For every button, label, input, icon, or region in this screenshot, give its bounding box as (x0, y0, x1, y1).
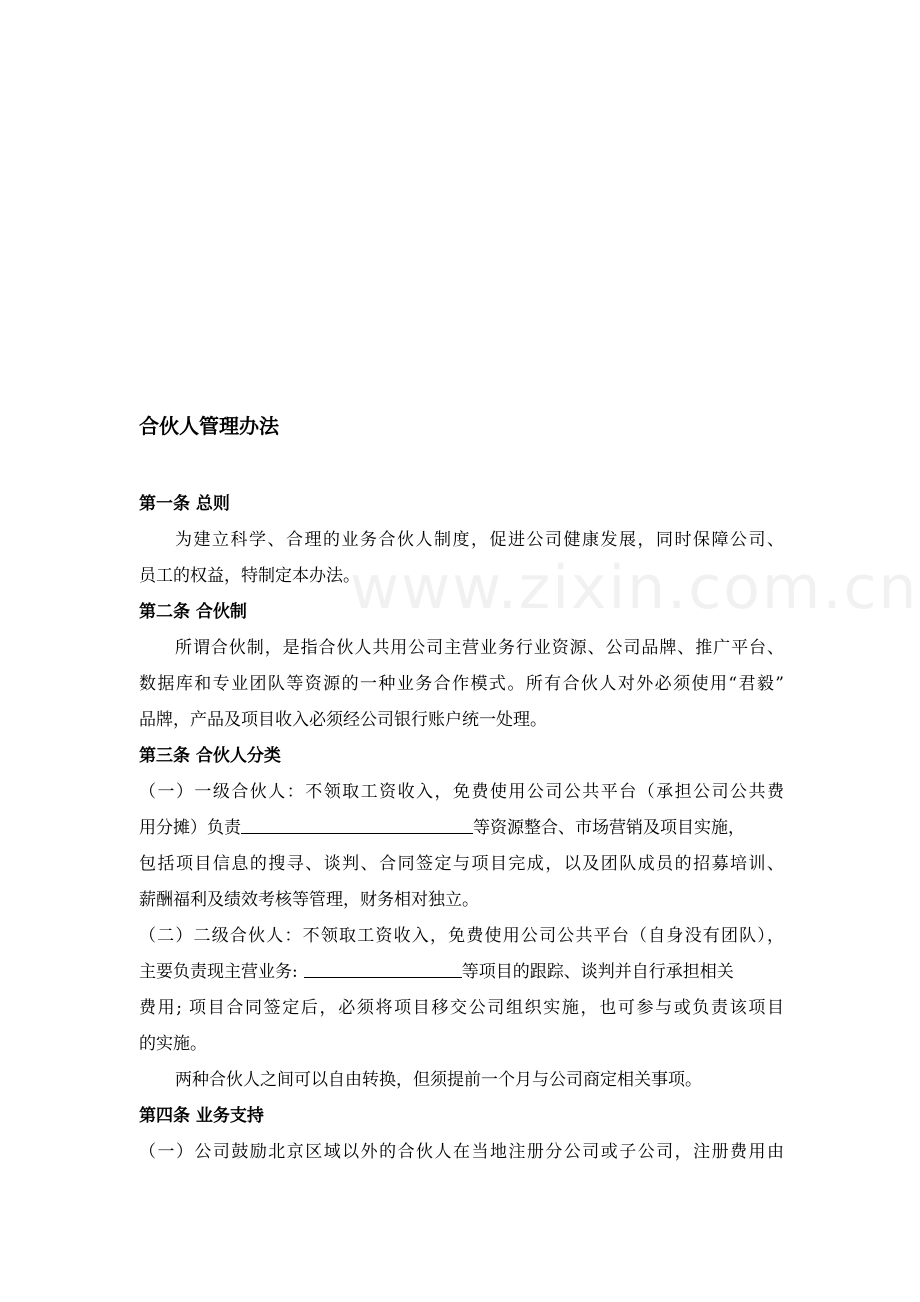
paragraph-line: （二）二级合伙人：不领取工资收入，免费使用公司公共平台（自身没有团队）， (139, 926, 784, 946)
paragraph-line-with-blank (139, 810, 784, 846)
paragraph-line: 包括项目信息的搜寻、谈判、合同签定与项目完成，以及团队成员的招募培训、 (139, 854, 784, 874)
blank-line-prefix: 主要负责现主营业务: (139, 962, 298, 982)
blank-line-suffix: 等项目的跟踪、谈判并自行承担相关 (461, 962, 734, 982)
blank-line-suffix: 等资源整合、市场营销及项目实施， (473, 818, 745, 838)
blank-line-prefix: 用分摊）负责 (139, 818, 241, 838)
document-title: 合伙人管理办法 (139, 414, 279, 438)
paragraph-line: 所谓合伙制，是指合伙人共用公司主营业务行业资源、公司品牌、推广平台、 (175, 638, 784, 658)
paragraph-line-with-blank (139, 954, 784, 990)
article-4-heading: 第四条 业务支持 (139, 1106, 264, 1126)
document-body (139, 486, 784, 1170)
paragraph-line: 员工的权益，特制定本办法。 (139, 566, 360, 586)
fill-in-blank[interactable] (304, 961, 462, 978)
paragraph-line: 费用; 项目合同签定后，必须将项目移交公司组织实施，也可参与或负责该项目 (139, 998, 784, 1018)
paragraph-line: 数据库和专业团队等资源的一种业务合作模式。所有合伙人对外必须使用“君毅” (139, 674, 784, 694)
article-3-heading: 第三条 合伙人分类 (139, 746, 281, 766)
fill-in-blank[interactable] (241, 817, 473, 834)
paragraph-line: （一）一级合伙人：不领取工资收入，免费使用公司公共平台（承担公司公共费 (139, 782, 784, 802)
paragraph-line: 品牌，产品及项目收入必须经公司银行账户统一处理。 (139, 710, 547, 730)
article-2-heading: 第二条 合伙制 (139, 602, 247, 622)
paragraph-line: （一）公司鼓励北京区域以外的合伙人在当地注册分公司或子公司，注册费用由 (139, 1142, 784, 1162)
article-1-heading: 第一条 总则 (139, 494, 230, 514)
paragraph-line: 的实施。 (139, 1034, 207, 1054)
paragraph-line: 为建立科学、合理的业务合伙人制度，促进公司健康发展，同时保障公司、 (175, 530, 784, 550)
paragraph-line: 两种合伙人之间可以自由转换，但须提前一个月与公司商定相关事项。 (175, 1070, 702, 1090)
watermark: www.zixin.com.cn (350, 553, 919, 623)
paragraph-line: 薪酬福利及绩效考核等管理，财务相对独立。 (139, 890, 479, 910)
